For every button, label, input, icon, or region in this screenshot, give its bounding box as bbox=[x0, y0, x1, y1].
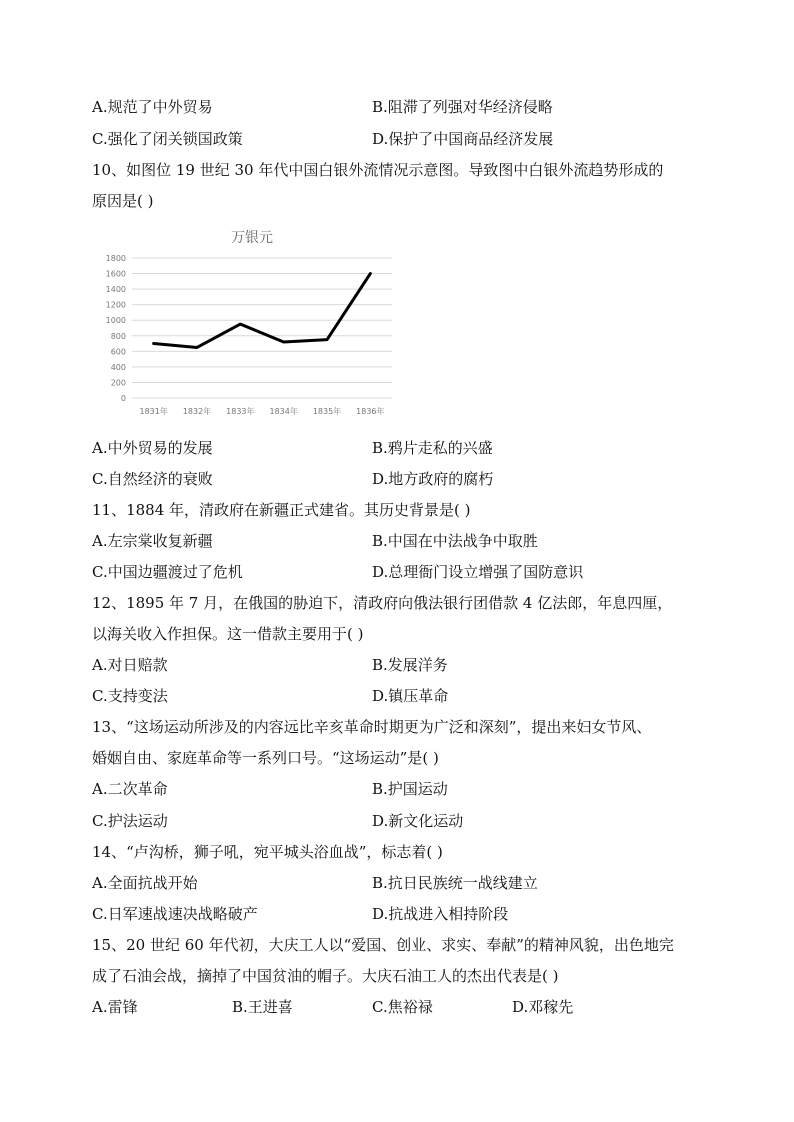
x-tick-label: 1832年 bbox=[182, 407, 212, 416]
q15-option-a: A.雷锋 bbox=[92, 998, 138, 1016]
q10-option-a: A.中外贸易的发展 bbox=[92, 439, 213, 457]
y-tick-label: 400 bbox=[110, 362, 126, 372]
y-tick-label: 1400 bbox=[105, 285, 126, 295]
q12-stem-line1: 12、1895 年 7 月，在俄国的胁迫下，清政府向俄法银行团借款 4 亿法郎，年息四厘， bbox=[92, 594, 673, 612]
q9-option-a: A.规范了中外贸易 bbox=[92, 98, 213, 116]
chart-svg bbox=[92, 220, 412, 430]
series-line bbox=[154, 274, 371, 348]
chart-title: 万银元 bbox=[231, 230, 273, 246]
q11-stem: 11、1884 年，清政府在新疆正式建省。其历史背景是( ) bbox=[92, 501, 471, 519]
q11-option-b: B.中国在中法战争中取胜 bbox=[372, 532, 538, 550]
q9-option-b: B.阻滞了列强对华经济侵略 bbox=[372, 98, 553, 116]
y-tick-label: 1200 bbox=[105, 300, 126, 310]
q10-stem-line2: 原因是( ) bbox=[92, 192, 154, 210]
q14-option-c: C.日军速战速决战略破产 bbox=[92, 905, 258, 923]
x-tick-label: 1833年 bbox=[226, 407, 255, 416]
q9-option-c: C.强化了闭关锁国政策 bbox=[92, 130, 243, 148]
q14-option-b: B.抗日民族统一战线建立 bbox=[372, 874, 538, 892]
x-tick-label: 1831年 bbox=[139, 407, 168, 416]
q13-option-a: A.二次革命 bbox=[92, 780, 168, 798]
q15-option-c: C.焦裕禄 bbox=[372, 998, 433, 1016]
y-tick-label: 0 bbox=[120, 394, 126, 403]
x-tick-label: 1835年 bbox=[312, 407, 342, 416]
y-tick-label: 800 bbox=[110, 331, 126, 341]
q9-option-d: D.保护了中国商品经济发展 bbox=[372, 130, 554, 148]
q14-option-a: A.全面抗战开始 bbox=[92, 874, 198, 892]
q11-option-c: C.中国边疆渡过了危机 bbox=[92, 563, 243, 581]
q14-option-d: D.抗战进入相持阶段 bbox=[372, 905, 509, 923]
q12-option-b: B.发展洋务 bbox=[372, 656, 448, 674]
q15-option-d: D.邓稼先 bbox=[512, 998, 574, 1016]
q12-stem-line2: 以海关收入作担保。这一借款主要用于( ) bbox=[92, 625, 364, 643]
q14-stem: 14、“卢沟桥，狮子吼，宛平城头浴血战”，标志着( ) bbox=[92, 843, 443, 861]
x-tick-label: 1834年 bbox=[269, 407, 298, 416]
q13-option-b: B.护国运动 bbox=[372, 780, 448, 798]
y-tick-label: 1600 bbox=[105, 269, 126, 279]
y-tick-label: 200 bbox=[110, 378, 126, 388]
q13-stem-line2: 婚姻自由、家庭革命等一系列口号。“这场运动”是( ) bbox=[92, 749, 439, 767]
q10-option-b: B.鸦片走私的兴盛 bbox=[372, 439, 493, 457]
q12-option-a: A.对日赔款 bbox=[92, 656, 168, 674]
q10-option-d: D.地方政府的腐朽 bbox=[372, 470, 494, 488]
q11-option-a: A.左宗棠收复新疆 bbox=[92, 532, 213, 550]
q13-stem-line1: 13、“这场运动所涉及的内容远比辛亥革命时期更为广泛和深刻”，提出来妇女节风、 bbox=[92, 718, 652, 736]
q12-option-c: C.支持变法 bbox=[92, 687, 168, 705]
y-tick-label: 1800 bbox=[105, 254, 126, 263]
q10-stem-line1: 10、如图位 19 世纪 30 年代中国白银外流情况示意图。导致图中白银外流趋势形成的 bbox=[92, 161, 664, 179]
q15-stem-line1: 15、20 世纪 60 年代初，大庆工人以“爱国、创业、求实、奉献”的精神风貌，出色地完 bbox=[92, 936, 674, 954]
x-tick-label: 1836年 bbox=[356, 407, 385, 416]
q15-stem-line2: 成了石油会战，摘掉了中国贫油的帽子。大庆石油工人的杰出代表是( ) bbox=[92, 967, 559, 985]
silver-outflow-chart bbox=[92, 220, 412, 430]
q13-option-c: C.护法运动 bbox=[92, 812, 168, 830]
q13-option-d: D.新文化运动 bbox=[372, 812, 464, 830]
y-tick-label: 1000 bbox=[105, 316, 126, 326]
y-tick-label: 600 bbox=[110, 347, 126, 357]
q12-option-d: D.镇压革命 bbox=[372, 687, 449, 705]
q10-option-c: C.自然经济的衰败 bbox=[92, 470, 213, 488]
q11-option-d: D.总理衙门设立增强了国防意识 bbox=[372, 563, 584, 581]
q15-option-b: B.王进喜 bbox=[232, 998, 293, 1016]
